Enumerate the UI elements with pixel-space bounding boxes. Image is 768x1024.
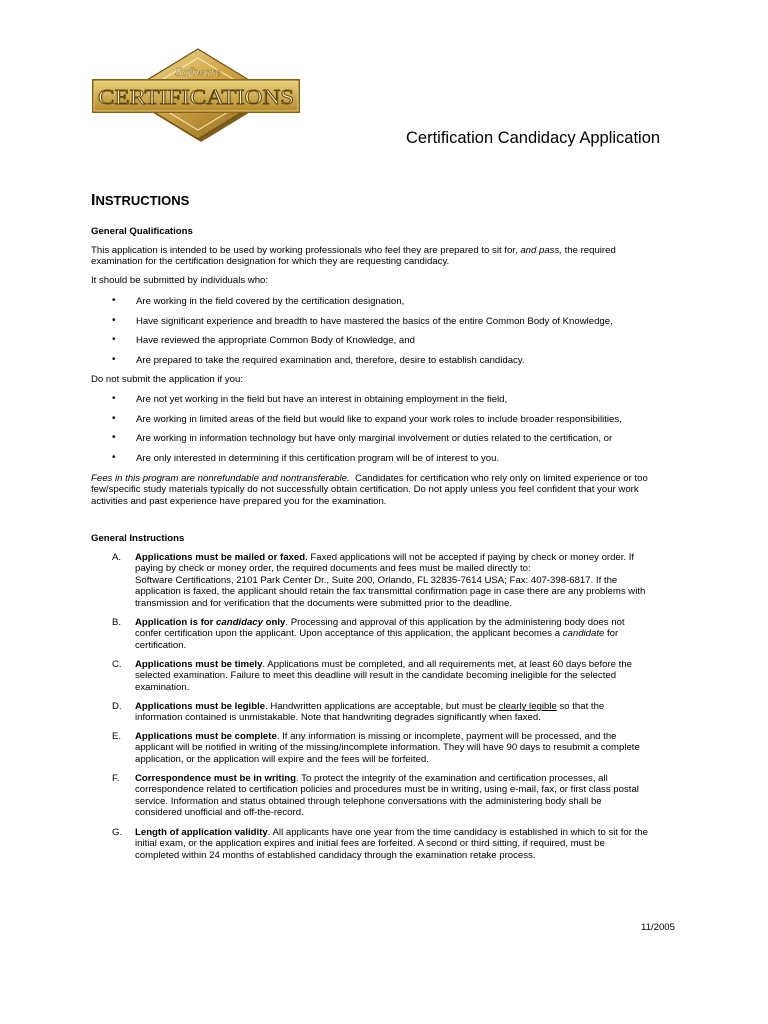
intro-paragraph: This application is intended to be used by working professionals who feel they are prepared to sit for, and pass, the required examination for the certification designation for which they are requesting candidacy.	[91, 245, 616, 268]
fees-paragraph: Fees in this program are nonrefundable and nontransferable. Candidates for certification who rely only on limited experience or too few/specific study materials typically do not successfully obtain certification. Do not apply unless you feel confident that your work activities and past experience have prepared you for the examination.	[91, 473, 648, 507]
submit-intro: It should be submitted by individuals who:	[91, 275, 269, 286]
footer-date: 11/2005	[641, 922, 675, 933]
logo-main-word: CERTIFICATIONS	[98, 85, 294, 109]
software-certifications-logo	[86, 46, 306, 142]
document-title: Certification Candidacy Application	[406, 129, 661, 147]
general-qualifications-heading: General Qualifications	[91, 226, 193, 237]
section-heading: INSTRUCTIONS	[91, 192, 190, 209]
no-submit-intro: Do not submit the application if you:	[91, 374, 243, 385]
general-instructions-heading: General Instructions	[91, 533, 185, 544]
logo-top-word: Software	[175, 64, 221, 79]
